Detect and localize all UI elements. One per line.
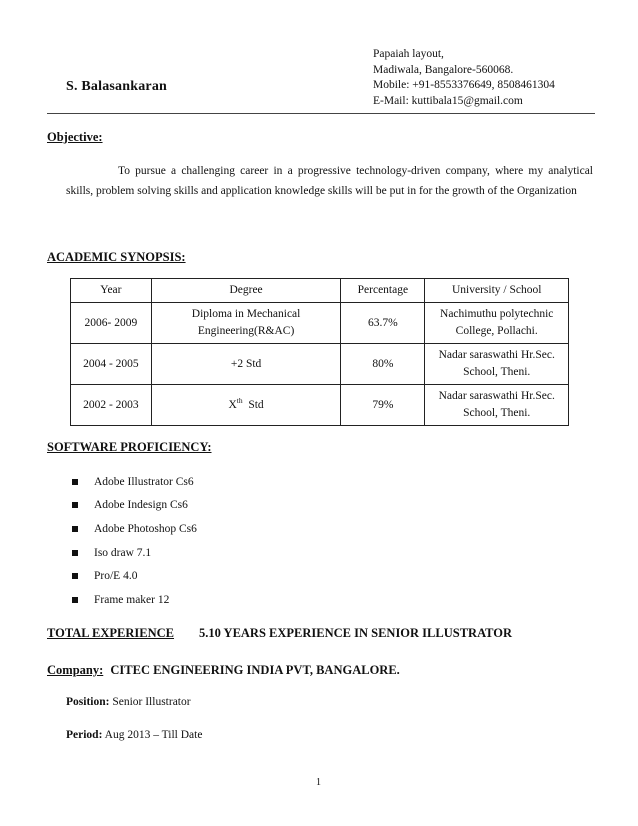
candidate-name: S. Balasankaran	[66, 79, 168, 94]
school-cell	[425, 303, 569, 344]
experience-summary: 5.10 YEARS EXPERIENCE IN SENIOR ILLUSTRATOR	[199, 626, 513, 640]
objective-heading: Objective:	[47, 130, 103, 144]
mobile-line: Mobile: +91-8553376649, 8508461304	[373, 79, 555, 91]
experience-heading: TOTAL EXPERIENCE	[47, 626, 175, 640]
square-bullet-icon	[72, 502, 78, 508]
academic-heading: ACADEMIC SYNOPSIS:	[47, 250, 186, 264]
software-list	[72, 470, 197, 612]
list-item	[72, 588, 197, 612]
objective-text: To pursue a challenging career in a progressive technology-driven company, where my analytical skills, problem solving skills and application knowledge skills will be put in for the growth of the Organization	[66, 165, 593, 197]
company-value: CITEC ENGINEERING INDIA PVT, BANGALORE.	[110, 663, 400, 677]
column-header-percentage: Percentage	[341, 279, 425, 303]
list-item	[72, 564, 197, 588]
degree-cell	[151, 385, 341, 426]
degree-base: X	[228, 398, 237, 411]
software-item: Iso draw 7.1	[94, 546, 152, 559]
list-item	[72, 494, 197, 518]
period-value: Aug 2013 – Till Date	[104, 729, 203, 741]
year-cell: 2006- 2009	[71, 303, 152, 344]
column-header-school: University / School	[425, 279, 569, 303]
position-label: Position:	[66, 696, 110, 708]
email-line: E-Mail: kuttibala15@gmail.com	[373, 94, 523, 107]
year-cell: 2004 - 2005	[71, 344, 152, 385]
school-line: College, Pollachi.	[455, 325, 538, 337]
period-line	[66, 729, 202, 741]
company-label: Company:	[47, 663, 104, 677]
percentage-cell: 63.7%	[341, 303, 425, 344]
software-item: Pro/E 4.0	[94, 570, 138, 583]
school-line: School, Theni.	[463, 366, 531, 378]
year-cell: 2002 - 2003	[71, 385, 152, 426]
square-bullet-icon	[72, 526, 78, 532]
table-row	[71, 385, 569, 426]
degree-superscript: th	[236, 395, 243, 405]
square-bullet-icon	[72, 573, 78, 579]
school-line: Nachimuthu polytechnic	[440, 308, 554, 320]
square-bullet-icon	[72, 597, 78, 603]
academic-table	[70, 278, 569, 426]
position-value: Senior Illustrator	[112, 696, 191, 708]
page-number: 1	[316, 777, 321, 788]
list-item	[72, 517, 197, 541]
company-line	[47, 663, 400, 678]
column-header-year: Year	[71, 279, 152, 303]
table-row	[71, 344, 569, 385]
software-item: Frame maker 12	[94, 593, 170, 606]
list-item	[72, 470, 197, 494]
square-bullet-icon	[72, 550, 78, 556]
position-line	[66, 696, 191, 708]
address-line-1: Papaiah layout,	[373, 48, 444, 60]
header-divider	[47, 113, 595, 114]
degree-cell	[151, 303, 341, 344]
square-bullet-icon	[72, 479, 78, 485]
percentage-cell: 80%	[341, 344, 425, 385]
school-line: School, Theni.	[463, 407, 531, 419]
school-line: Nadar saraswathi Hr.Sec.	[438, 349, 555, 361]
software-item: Adobe Illustrator Cs6	[94, 475, 194, 488]
degree-cell: +2 Std	[151, 344, 341, 385]
table-row	[71, 303, 569, 344]
degree-suffix: Std	[242, 398, 264, 411]
school-cell	[425, 385, 569, 426]
list-item	[72, 541, 197, 565]
period-label: Period:	[66, 729, 103, 741]
school-cell	[425, 344, 569, 385]
column-header-degree: Degree	[151, 279, 341, 303]
school-line: Nadar saraswathi Hr.Sec.	[438, 390, 555, 402]
address-line-2: Madiwala, Bangalore-560068.	[373, 63, 514, 76]
table-header-row	[71, 279, 569, 303]
software-heading: SOFTWARE PROFICIENCY:	[47, 440, 212, 454]
software-item: Adobe Indesign Cs6	[94, 499, 188, 512]
percentage-cell: 79%	[341, 385, 425, 426]
degree-line: Diploma in Mechanical	[191, 308, 301, 320]
degree-line: Engineering(R&AC)	[197, 325, 295, 337]
software-item: Adobe Photoshop Cs6	[94, 522, 197, 535]
contact-block	[373, 47, 555, 109]
